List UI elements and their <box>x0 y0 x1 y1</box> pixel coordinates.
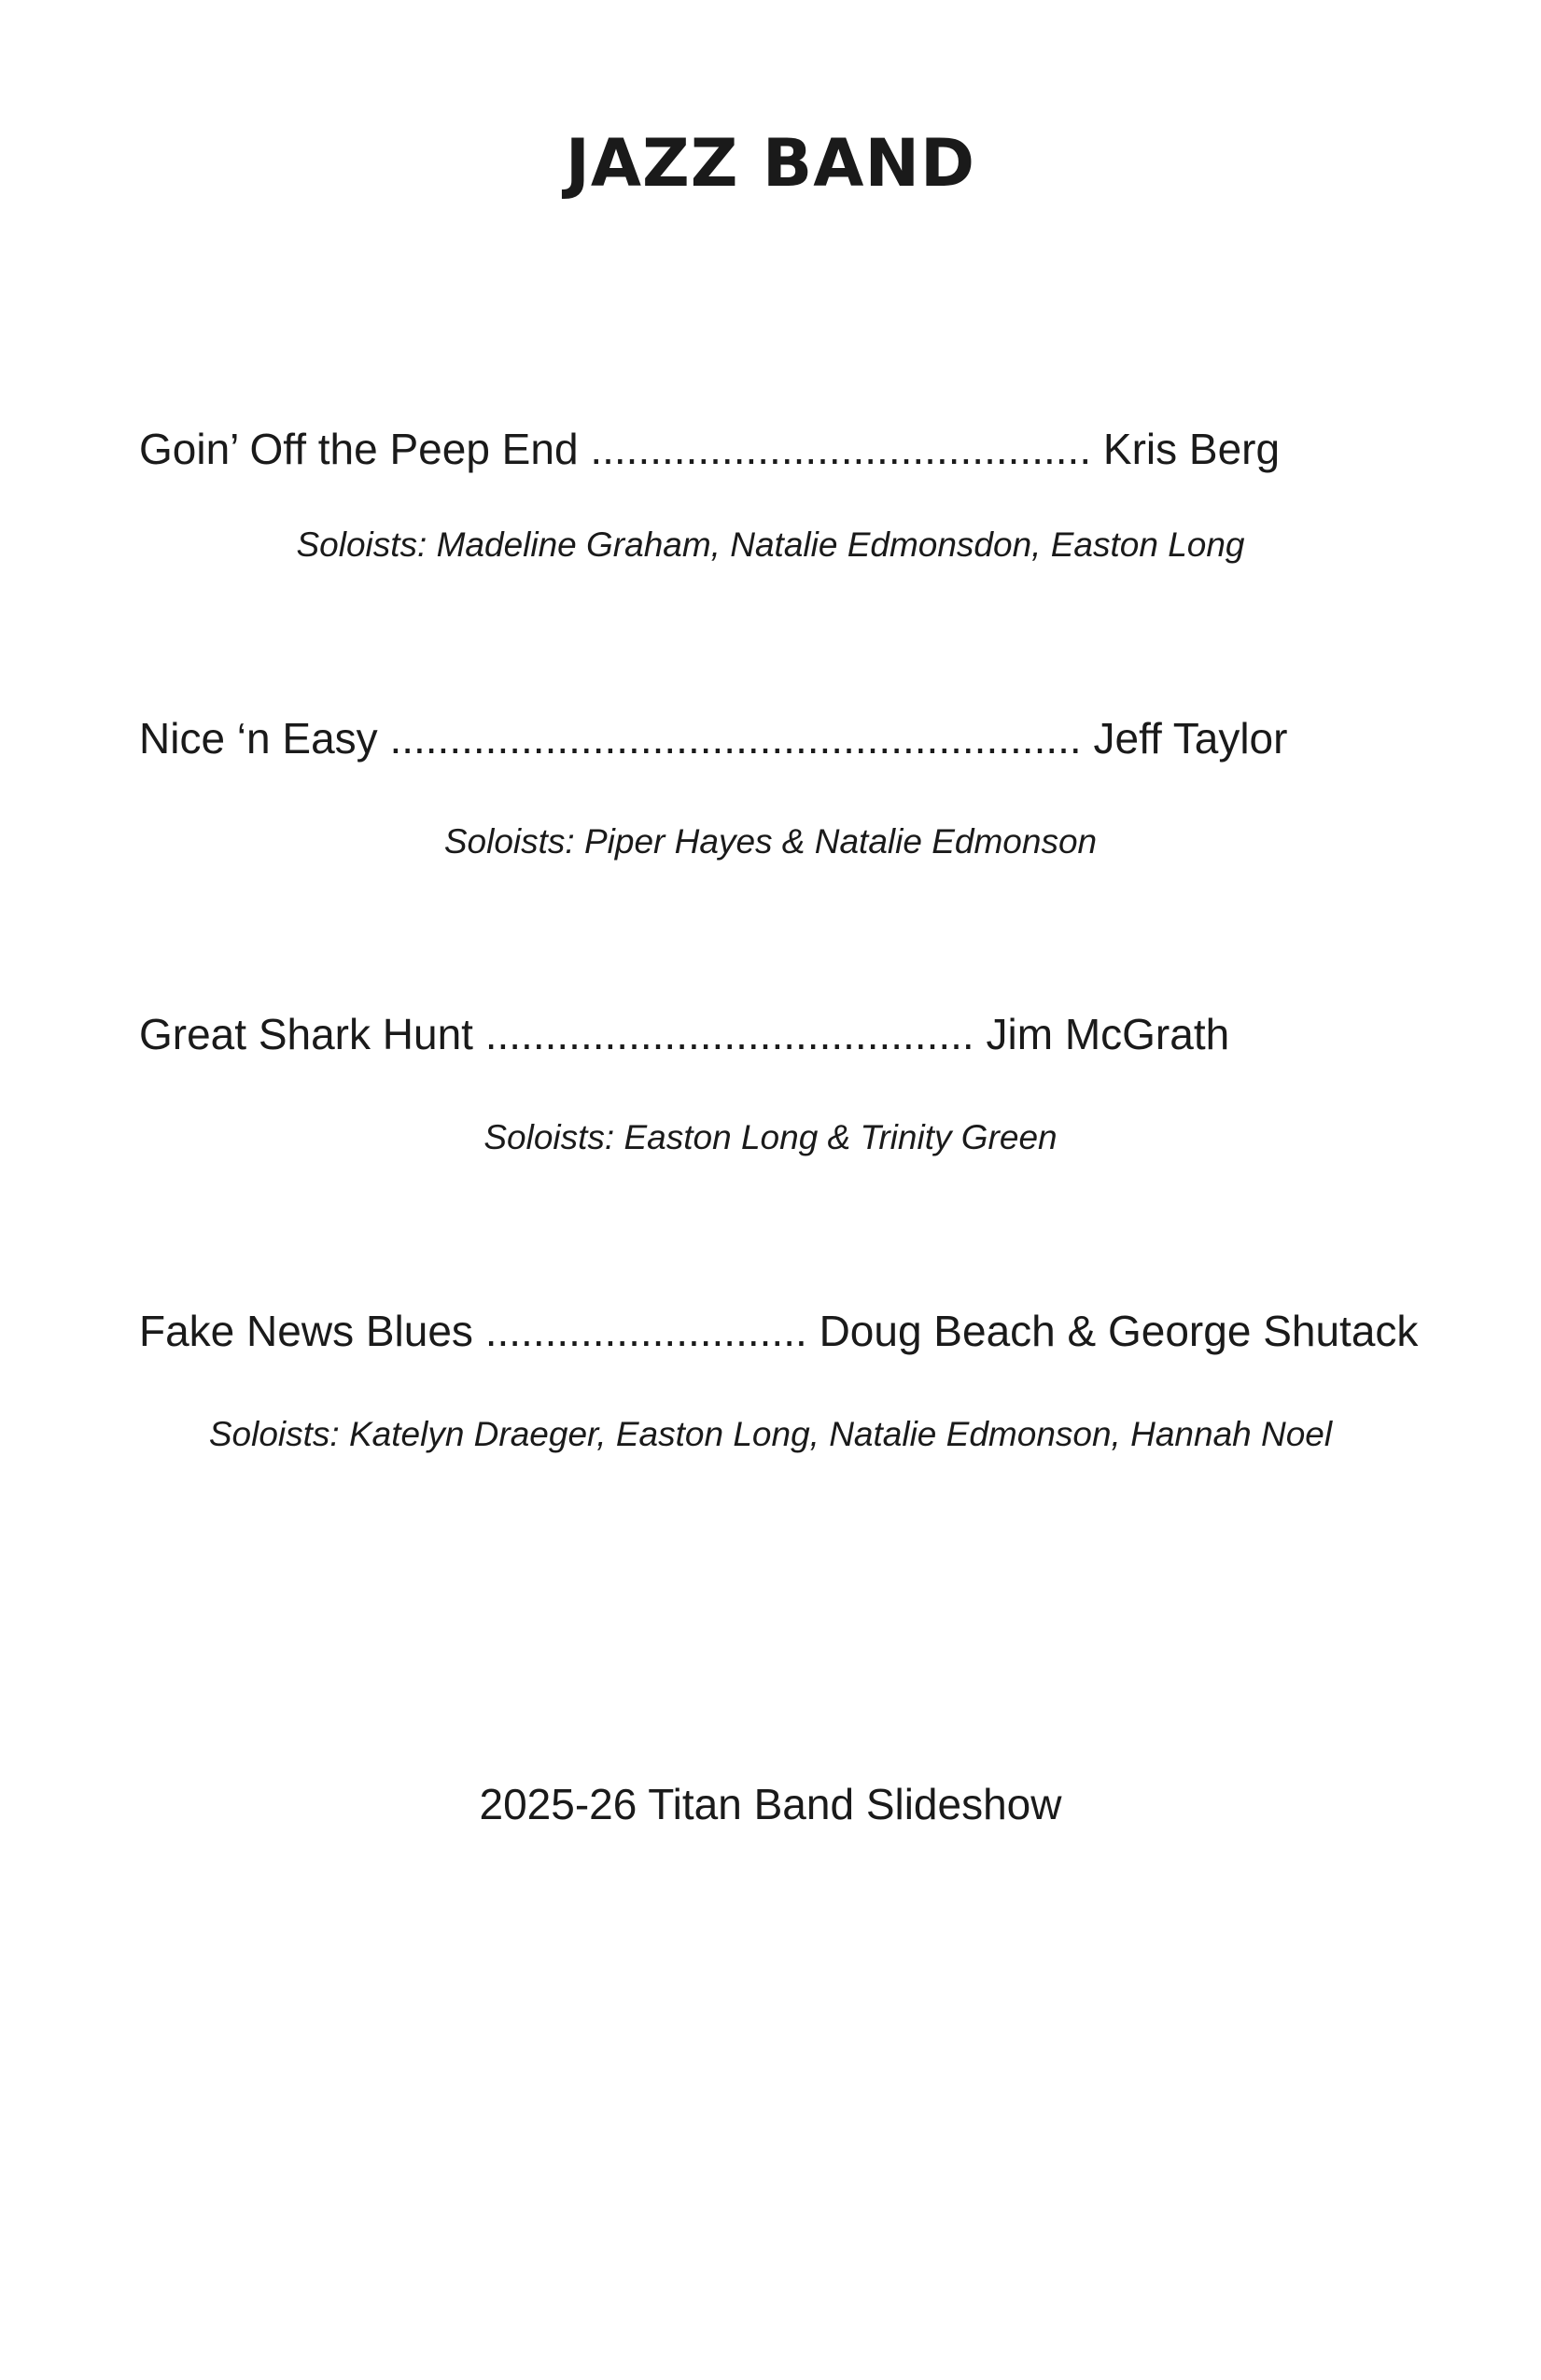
composer-name: Kris Berg <box>1102 425 1281 473</box>
program-entry <box>139 1307 1419 1355</box>
piece-title: Nice ‘n Easy <box>139 714 378 763</box>
soloists-line: Soloists: Easton Long & Trinity Green <box>483 1118 1058 1156</box>
program-entry <box>139 1010 1230 1058</box>
page-title: JAZZ BAND <box>565 125 976 202</box>
piece-title: Great Shark Hunt <box>139 1010 473 1058</box>
dot-leader: ........................... <box>484 1307 807 1355</box>
program-entry <box>139 714 1288 763</box>
dot-leader: ......................................... <box>484 1010 974 1058</box>
composer-name: Doug Beach & George Shutack <box>819 1307 1419 1355</box>
footer-slideshow-note: 2025-26 Titan Band Slideshow <box>479 1780 1062 1828</box>
composer-name: Jeff Taylor <box>1093 714 1288 763</box>
soloists-line: Soloists: Katelyn Draeger, Easton Long, Natalie Edmonson, Hannah Noel <box>208 1415 1333 1453</box>
piece-title: Fake News Blues <box>139 1307 473 1355</box>
program-entry <box>139 425 1281 473</box>
piece-title: Goin’ Off the Peep End <box>139 425 579 473</box>
dot-leader: .......................................... <box>590 425 1092 473</box>
soloists-line: Soloists: Madeline Graham, Natalie Edmonsdon, Easton Long <box>296 525 1245 564</box>
soloists-line: Soloists: Piper Hayes & Natalie Edmonson <box>443 822 1098 861</box>
dot-leader: .......................................................... <box>389 714 1082 763</box>
composer-name: Jim McGrath <box>986 1010 1230 1058</box>
